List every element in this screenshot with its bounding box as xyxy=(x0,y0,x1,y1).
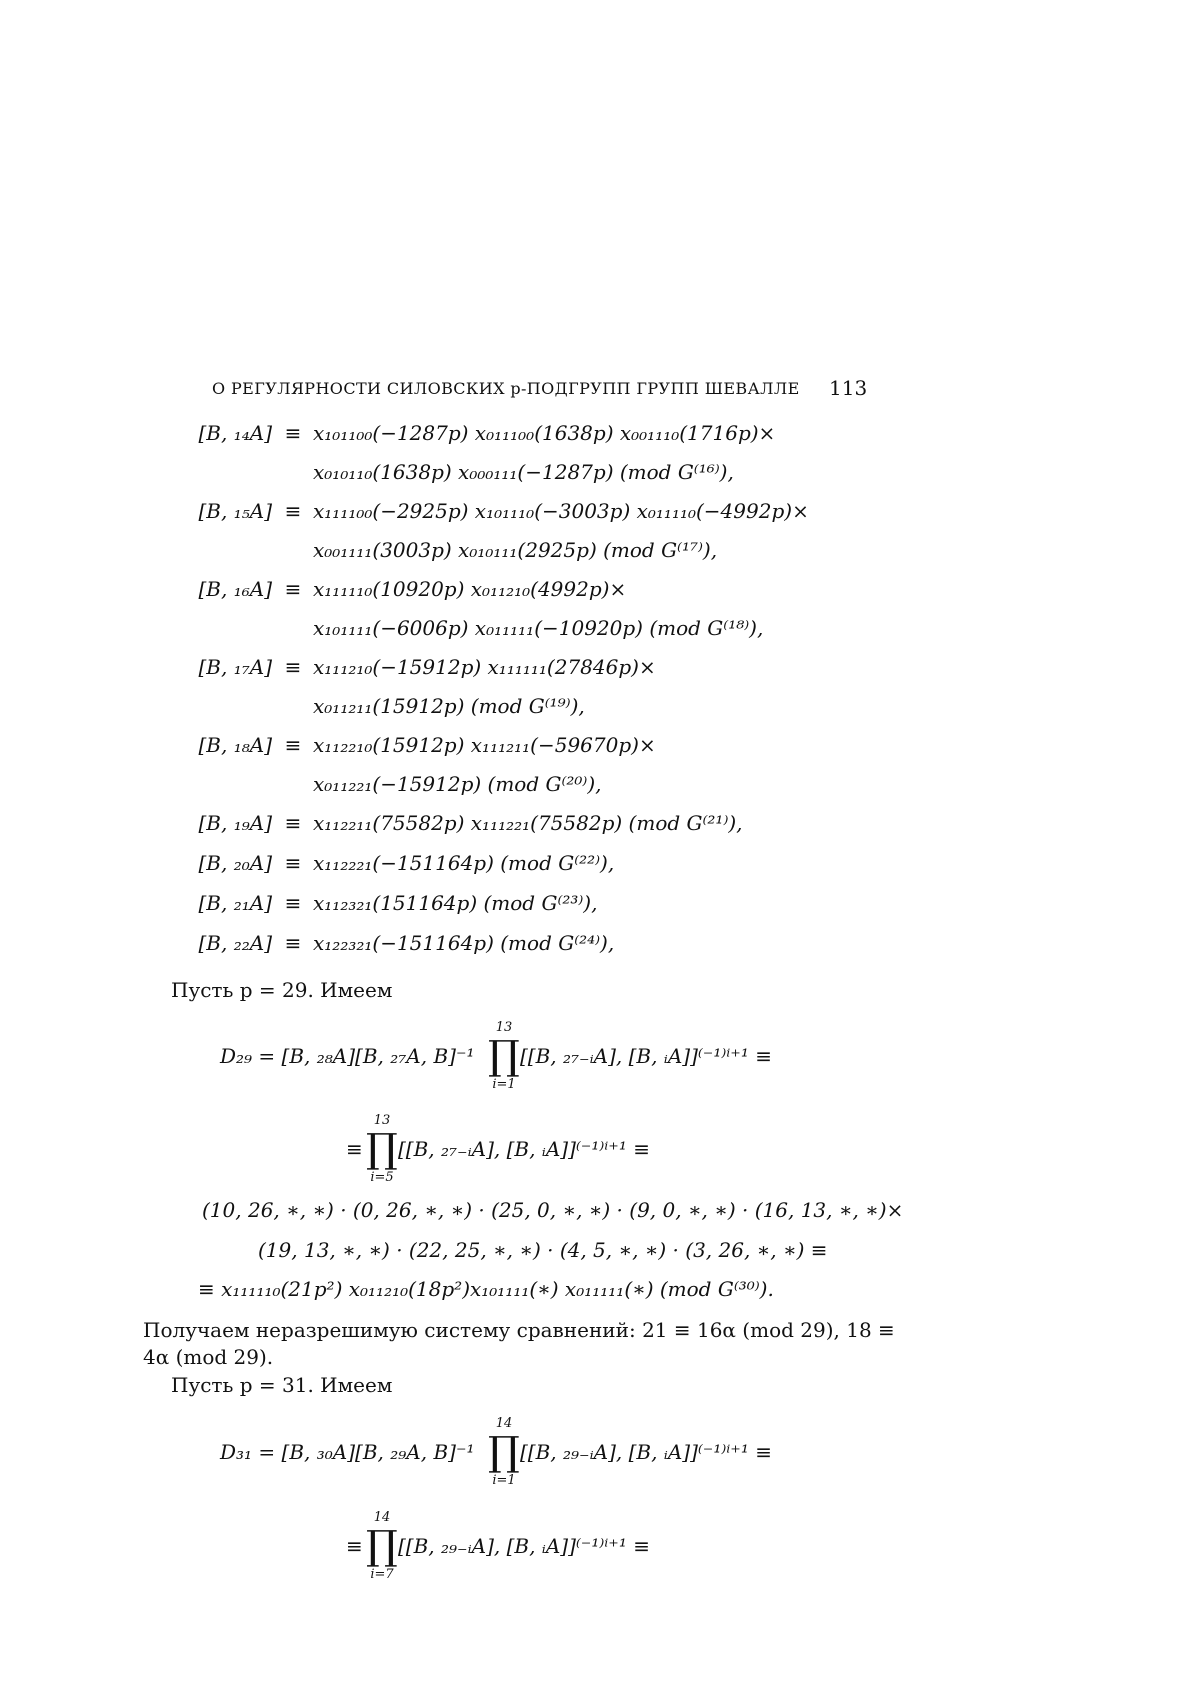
equation-lhs: [B, ₁₉A] xyxy=(198,811,272,835)
equation-relation: ≡ xyxy=(284,421,302,445)
equation-relation: ≡ xyxy=(284,655,302,679)
equation-lhs: [B, ₁₇A] xyxy=(198,655,272,679)
equation-relation: ≡ xyxy=(284,811,302,835)
equation-rhs-line2: x₀₁₁₂₁₁(15912p) (mod G⁽¹⁹⁾), xyxy=(313,694,585,718)
p29-prod2-symbol: ∏ xyxy=(366,1126,398,1172)
equation-rhs-line1: x₁₁₁₁₀₀(−2925p) x₁₀₁₁₁₀(−3003p) x₀₁₁₁₁₀(−4992p)× xyxy=(313,499,809,523)
equation-relation: ≡ xyxy=(284,499,302,523)
p31-intro: Пусть p = 31. Имеем xyxy=(171,1373,393,1397)
p29-prod2-lower: i=5 xyxy=(370,1170,394,1185)
equation-relation: ≡ xyxy=(284,851,302,875)
p31-prod2-prefix: ≡ xyxy=(346,1534,363,1558)
p29-tuples-line1: (10, 26, ∗, ∗) · (0, 26, ∗, ∗) · (25, 0, ∗, ∗) · (9, 0, ∗, ∗) · (16, 13, ∗, ∗)× xyxy=(202,1198,904,1222)
p29-conclusion-line1: Получаем неразрешимую систему сравнений: 21 ≡ 16α (mod 29), 18 ≡ xyxy=(143,1318,895,1342)
p29-prod1-symbol: ∏ xyxy=(488,1033,520,1079)
equation-rhs-line1: x₁₀₁₁₀₀(−1287p) x₀₁₁₁₀₀(1638p) x₀₀₁₁₁₀(1716p)× xyxy=(313,421,776,445)
equation-rhs-line1: x₁₂₂₃₂₁(−151164p) (mod G⁽²⁴⁾), xyxy=(313,931,615,955)
equation-lhs: [B, ₁₆A] xyxy=(198,577,272,601)
p31-prod1-lower: i=1 xyxy=(492,1473,516,1488)
equation-rhs-line2: x₀₁₀₁₁₀(1638p) x₀₀₀₁₁₁(−1287p) (mod G⁽¹⁶⁾), xyxy=(313,460,734,484)
page-number: 113 xyxy=(829,376,868,400)
p31-prod2-upper: 14 xyxy=(373,1510,391,1525)
equation-lhs: [B, ₂₀A] xyxy=(198,851,272,875)
p31-prod1-upper: 14 xyxy=(495,1416,513,1431)
equation-lhs: [B, ₁₅A] xyxy=(198,499,272,523)
equation-lhs: [B, ₂₂A] xyxy=(198,931,272,955)
p29-intro: Пусть p = 29. Имеем xyxy=(171,978,393,1002)
p29-prod2-prefix: ≡ xyxy=(346,1137,363,1161)
equation-rhs-line2: x₀₀₁₁₁₁(3003p) x₀₁₀₁₁₁(2925p) (mod G⁽¹⁷⁾), xyxy=(313,538,718,562)
p29-d-lhs: D₂₉ = [B, ₂₈A][B, ₂₇A, B]⁻¹ xyxy=(220,1044,475,1068)
equation-rhs-line1: x₁₁₂₃₂₁(151164p) (mod G⁽²³⁾), xyxy=(313,891,598,915)
equation-rhs-line1: x₁₁₂₂₁₀(15912p) x₁₁₁₂₁₁(−59670p)× xyxy=(313,733,656,757)
p31-prod1-body: [[B, ₂₉₋ᵢA], [B, ᵢA]]⁽⁻¹⁾ⁱ⁺¹ ≡ xyxy=(520,1440,772,1464)
equation-rhs-line1: x₁₁₂₂₂₁(−151164p) (mod G⁽²²⁾), xyxy=(313,851,615,875)
p31-d-lhs: D₃₁ = [B, ₃₀A][B, ₂₉A, B]⁻¹ xyxy=(220,1440,475,1464)
p29-prod1-upper: 13 xyxy=(495,1020,513,1035)
equation-lhs: [B, ₁₄A] xyxy=(198,421,272,445)
equation-relation: ≡ xyxy=(284,577,302,601)
equation-relation: ≡ xyxy=(284,891,302,915)
equation-lhs: [B, ₁₈A] xyxy=(198,733,272,757)
p29-conclusion-line2: 4α (mod 29). xyxy=(143,1345,274,1369)
p31-prod2-symbol: ∏ xyxy=(366,1523,398,1569)
p31-prod1-symbol: ∏ xyxy=(488,1429,520,1475)
equation-rhs-line1: x₁₁₂₂₁₁(75582p) x₁₁₁₂₂₁(75582p) (mod G⁽²¹⁾), xyxy=(313,811,743,835)
equation-lhs: [B, ₂₁A] xyxy=(198,891,272,915)
p29-prod2-body: [[B, ₂₇₋ᵢA], [B, ᵢA]]⁽⁻¹⁾ⁱ⁺¹ ≡ xyxy=(398,1137,650,1161)
p29-prod2-upper: 13 xyxy=(373,1113,391,1128)
p31-prod2-body: [[B, ₂₉₋ᵢA], [B, ᵢA]]⁽⁻¹⁾ⁱ⁺¹ ≡ xyxy=(398,1534,650,1558)
p29-prod1-lower: i=1 xyxy=(492,1077,516,1092)
equation-rhs-line2: x₁₀₁₁₁₁(−6006p) x₀₁₁₁₁₁(−10920p) (mod G⁽¹⁸⁾), xyxy=(313,616,764,640)
equation-relation: ≡ xyxy=(284,733,302,757)
equation-relation: ≡ xyxy=(284,931,302,955)
running-title: О РЕГУЛЯРНОСТИ СИЛОВСКИХ p-ПОДГРУПП ГРУПП ШЕВАЛЛЕ xyxy=(212,379,800,398)
equation-rhs-line1: x₁₁₁₁₁₀(10920p) x₀₁₁₂₁₀(4992p)× xyxy=(313,577,627,601)
equation-rhs-line1: x₁₁₁₂₁₀(−15912p) x₁₁₁₁₁₁(27846p)× xyxy=(313,655,656,679)
equation-rhs-line2: x₀₁₁₂₂₁(−15912p) (mod G⁽²⁰⁾), xyxy=(313,772,602,796)
p29-prod1-body: [[B, ₂₇₋ᵢA], [B, ᵢA]]⁽⁻¹⁾ⁱ⁺¹ ≡ xyxy=(520,1044,772,1068)
p29-result: ≡ x₁₁₁₁₁₀(21p²) x₀₁₁₂₁₀(18p²)x₁₀₁₁₁₁(∗) x₀₁₁₁₁₁(∗) (mod G⁽³⁰⁾). xyxy=(198,1277,774,1301)
p31-prod2-lower: i=7 xyxy=(370,1567,394,1582)
p29-tuples-line2: (19, 13, ∗, ∗) · (22, 25, ∗, ∗) · (4, 5, ∗, ∗) · (3, 26, ∗, ∗) ≡ xyxy=(258,1238,828,1262)
